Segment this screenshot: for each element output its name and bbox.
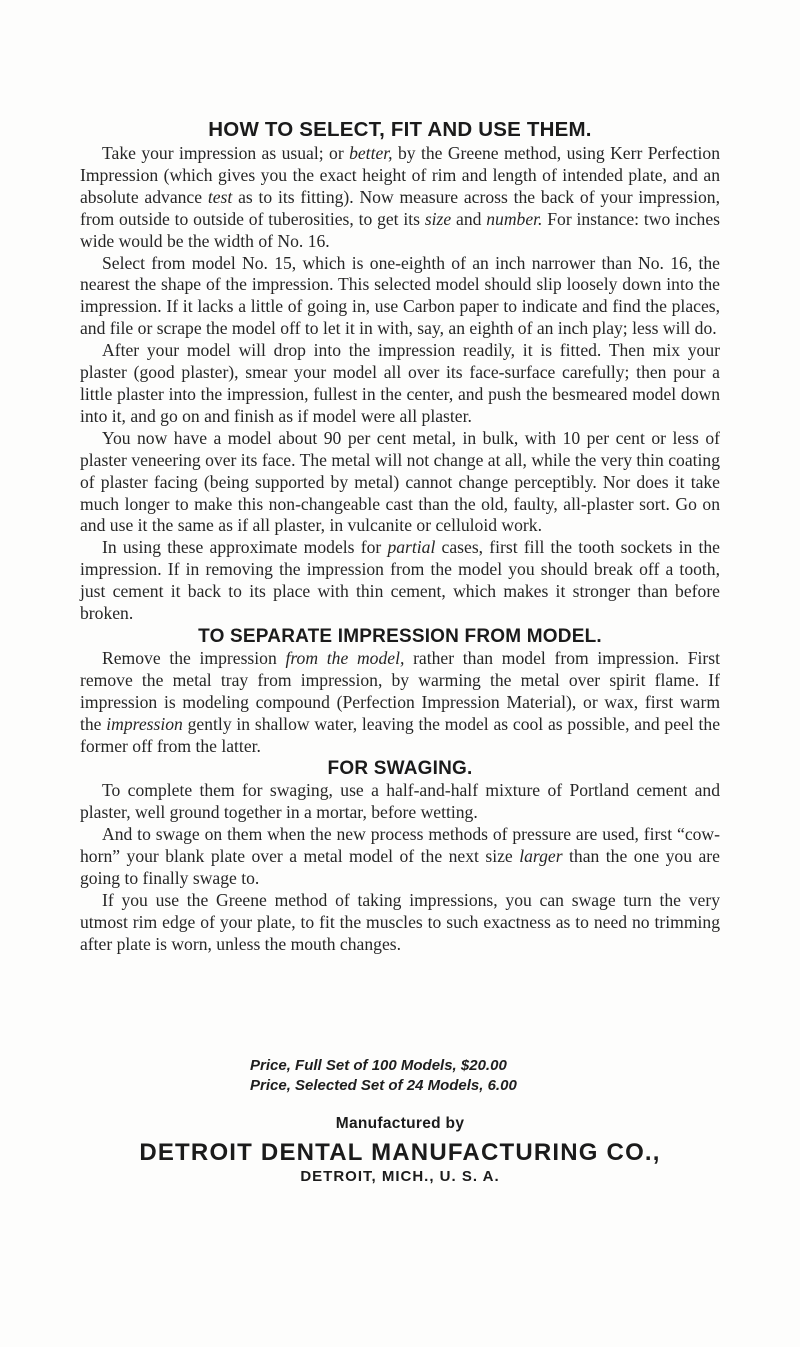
paragraph-select-model: Select from model No. 15, which is one-eighth of an inch narrower than No. 16, the nearest the shape of the impression. This selected model should slip loosely down into the impression. If it lacks a little of going in, use Carbon paper to indicate and find the places, and file or scrape the model off to let it in with, say, an eighth of an inch play; less will do.: [80, 252, 720, 339]
text-run: Take your impression as usual; or: [102, 143, 350, 163]
text-run: For instance: two inches wide would be the width of No. 16.: [80, 208, 720, 251]
paragraph-fitted: After your model will drop into the impression readily, it is fitted. Then mix your plaster (good plaster), smear your model all over its face-surface carefully; then pour a little plaster into the impression, fullest in the center, and push the besmeared model down into it, and go on and finish as if model were all plaster.: [80, 340, 720, 426]
heading-how-to-select: HOW TO SELECT, FIT AND USE THEM.: [208, 118, 592, 141]
text-run: cases, first fill the tooth sockets in the impression. If in removing the impression from the model you should break off a tooth, just cement it back to its place with thin cement, which makes it stronger than before broken.: [80, 537, 720, 624]
price-list: [0, 1056, 800, 1095]
text-run: than the one you are going to finally swage to.: [80, 846, 720, 889]
emphasis-larger: larger: [519, 846, 563, 867]
paragraph-complete-swaging: To complete them for swaging, use a half-and-half mixture of Portland cement and plaster, well ground together in a mortar, before wetting.: [80, 780, 720, 823]
emphasis-from-model: from the model,: [285, 647, 405, 668]
emphasis-size: size: [424, 208, 452, 229]
price-label: Price, Full Set of 100 Models,: [250, 1057, 461, 1074]
emphasis-better: better,: [349, 143, 393, 163]
price-full-set: [250, 1056, 800, 1076]
paragraph-take-impression: [80, 143, 720, 253]
paragraph-cow-horn: [80, 824, 720, 890]
price-label: Price, Selected Set of 24 Models,: [250, 1076, 488, 1094]
price-selected-set: [250, 1076, 800, 1096]
text-run: and: [451, 208, 487, 229]
text-run: And to swage on them when the new process methods of pressure are used, first “cow-horn” your blank plate over a metal model of the next size: [80, 824, 720, 867]
text-run: gently in shallow water, leaving the model as cool as possible, and peel the former off from the latter.: [80, 713, 720, 756]
heading-for-swaging: FOR SWAGING.: [327, 758, 473, 780]
heading-separate-impression: TO SEPARATE IMPRESSION FROM MODEL.: [198, 625, 602, 647]
price-amount: 6.00: [487, 1076, 517, 1094]
paragraph-partial-cases: [80, 537, 720, 625]
price-amount: $20.00: [460, 1057, 507, 1074]
text-run: Remove the impression: [102, 647, 286, 668]
paragraph-remove-impression: [80, 648, 720, 758]
emphasis-test: test: [207, 186, 233, 207]
emphasis-number: number.: [486, 208, 543, 229]
text-run: as to its fitting). Now measure across the back of your impression, from outside to outside of tuberosities, to get its: [80, 186, 720, 229]
company-location: DETROIT, MICH., U. S. A.: [300, 1168, 500, 1185]
paragraph-metal-model: You now have a model about 90 per cent metal, in bulk, with 10 per cent or less of plaster veneering over its face. The metal will not change at all, while the very thin coating of plaster facing (being supported by metal) cannot change perceptibly. Nor does it take much longer to make this non-changeable cast than the old, faulty, all-plaster sort. Go on and use it the same as if all plaster, in vulcanite or celluloid work.: [80, 427, 720, 536]
text-run: by the Greene method, using Kerr Perfection Impression (which gives you the exact height of rim and length of intended plate, and an absolute advance: [80, 143, 721, 207]
instructions-text: [80, 118, 720, 956]
emphasis-partial: partial: [387, 537, 436, 558]
text-run: In using these approximate models for: [102, 537, 388, 558]
manufactured-by-label: Manufactured by: [335, 1115, 465, 1132]
paragraph-greene-method: If you use the Greene method of taking impressions, you can swage turn the very utmost rim edge of your plate, to fit the muscles to such exactness as to need no trimming after plate is worn, unless the mouth changes.: [80, 890, 720, 954]
emphasis-impression: impression: [106, 713, 183, 734]
manufacturer-block: [0, 1113, 800, 1186]
company-name: DETROIT DENTAL MANUFACTURING CO.,: [139, 1139, 661, 1166]
text-run: rather than model from impression. First remove the metal tray from impression, by warming the metal over spirit flame. If impression is modeling compound (Perfection Impression Material), or wax, first warm the: [80, 647, 720, 734]
